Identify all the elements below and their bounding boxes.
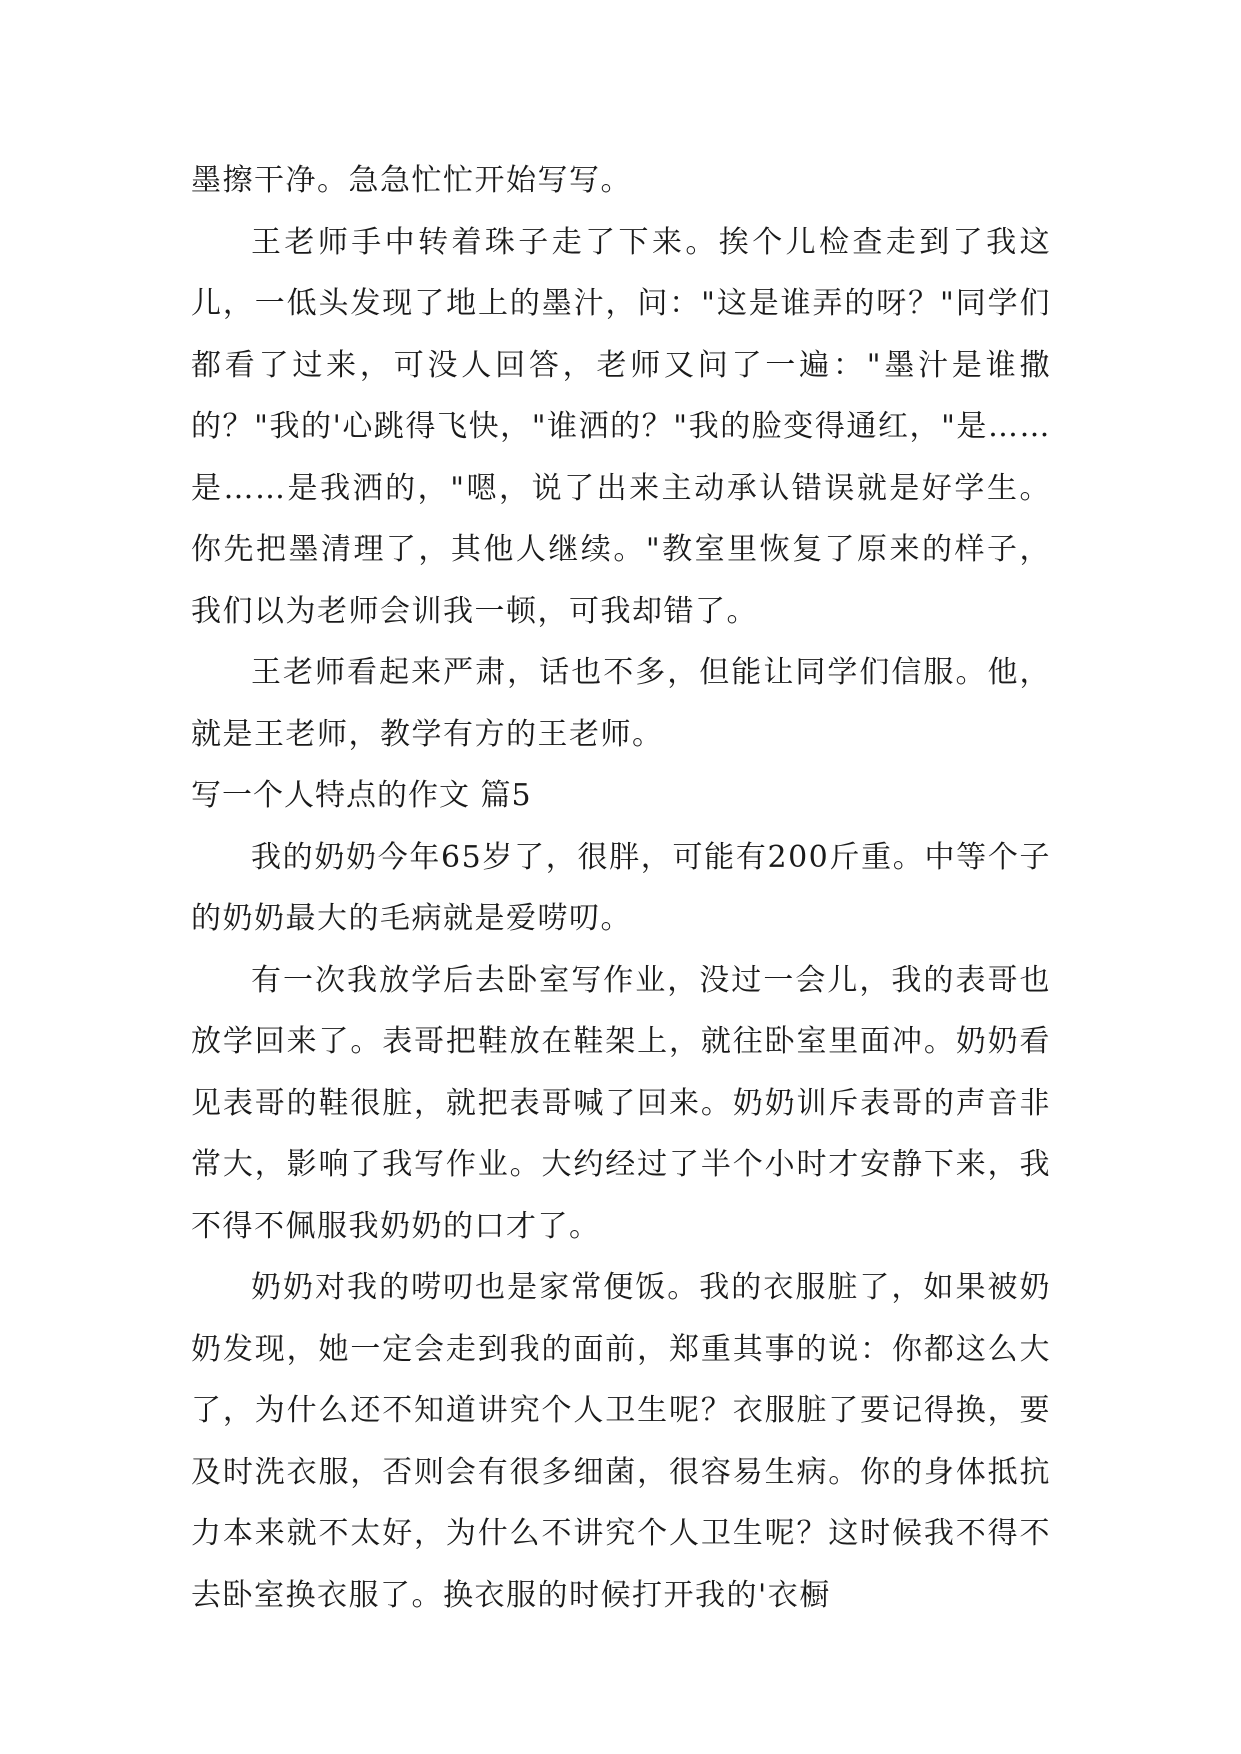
document-body bbox=[191, 150, 1051, 1626]
paragraph-continuation: 墨擦干净。急急忙忙开始写写。 bbox=[191, 163, 632, 198]
paragraph-grandma-cousin: 有一次我放学后去卧室写作业，没过一会儿，我的表哥也放学回来了。表哥把鞋放在鞋架上，就往卧室里面冲。奶奶看见表哥的鞋很脏，就把表哥喊了回来。奶奶训斥表哥的声音非常大，影响了我写作业。大约经过了半个小时才安静下来，我不得不佩服我奶奶的口才了。 bbox=[191, 962, 1051, 1244]
paragraph-teacher-summary: 王老师看起来严肃，话也不多，但能让同学们信服。他，就是王老师，教学有方的王老师。 bbox=[191, 655, 1051, 752]
essay-heading: 写一个人特点的作文 篇5 bbox=[191, 778, 532, 813]
paragraph-grandma-intro: 我的奶奶今年65岁了，很胖，可能有200斤重。中等个子的奶奶最大的毛病就是爱唠叨。 bbox=[191, 839, 1051, 936]
paragraph-grandma-clothes: 奶奶对我的唠叨也是家常便饭。我的衣服脏了，如果被奶奶发现，她一定会走到我的面前，郑重其事的说：你都这么大了，为什么还不知道讲究个人卫生呢？衣服脏了要记得换，要及时洗衣服，否则会有很多细菌，很容易生病。你的身体抵抗力本来就不太好，为什么不讲究个人卫生呢？这时候我不得不去卧室换衣服了。换衣服的时候打开我的'衣橱 bbox=[191, 1270, 1051, 1613]
paragraph-teacher-story: 王老师手中转着珠子走了下来。挨个儿检查走到了我这儿，一低头发现了地上的墨汁，问："这是谁弄的呀？"同学们都看了过来，可没人回答，老师又问了一遍："墨汁是谁撒的？"我的'心跳得飞快，"谁洒的？"我的脸变得通红，"是……是……是我洒的，"嗯，说了出来主动承认错误就是好学生。你先把墨清理了，其他人继续。"教室里恢复了原来的样子，我们以为老师会训我一顿，可我却错了。 bbox=[191, 224, 1051, 629]
